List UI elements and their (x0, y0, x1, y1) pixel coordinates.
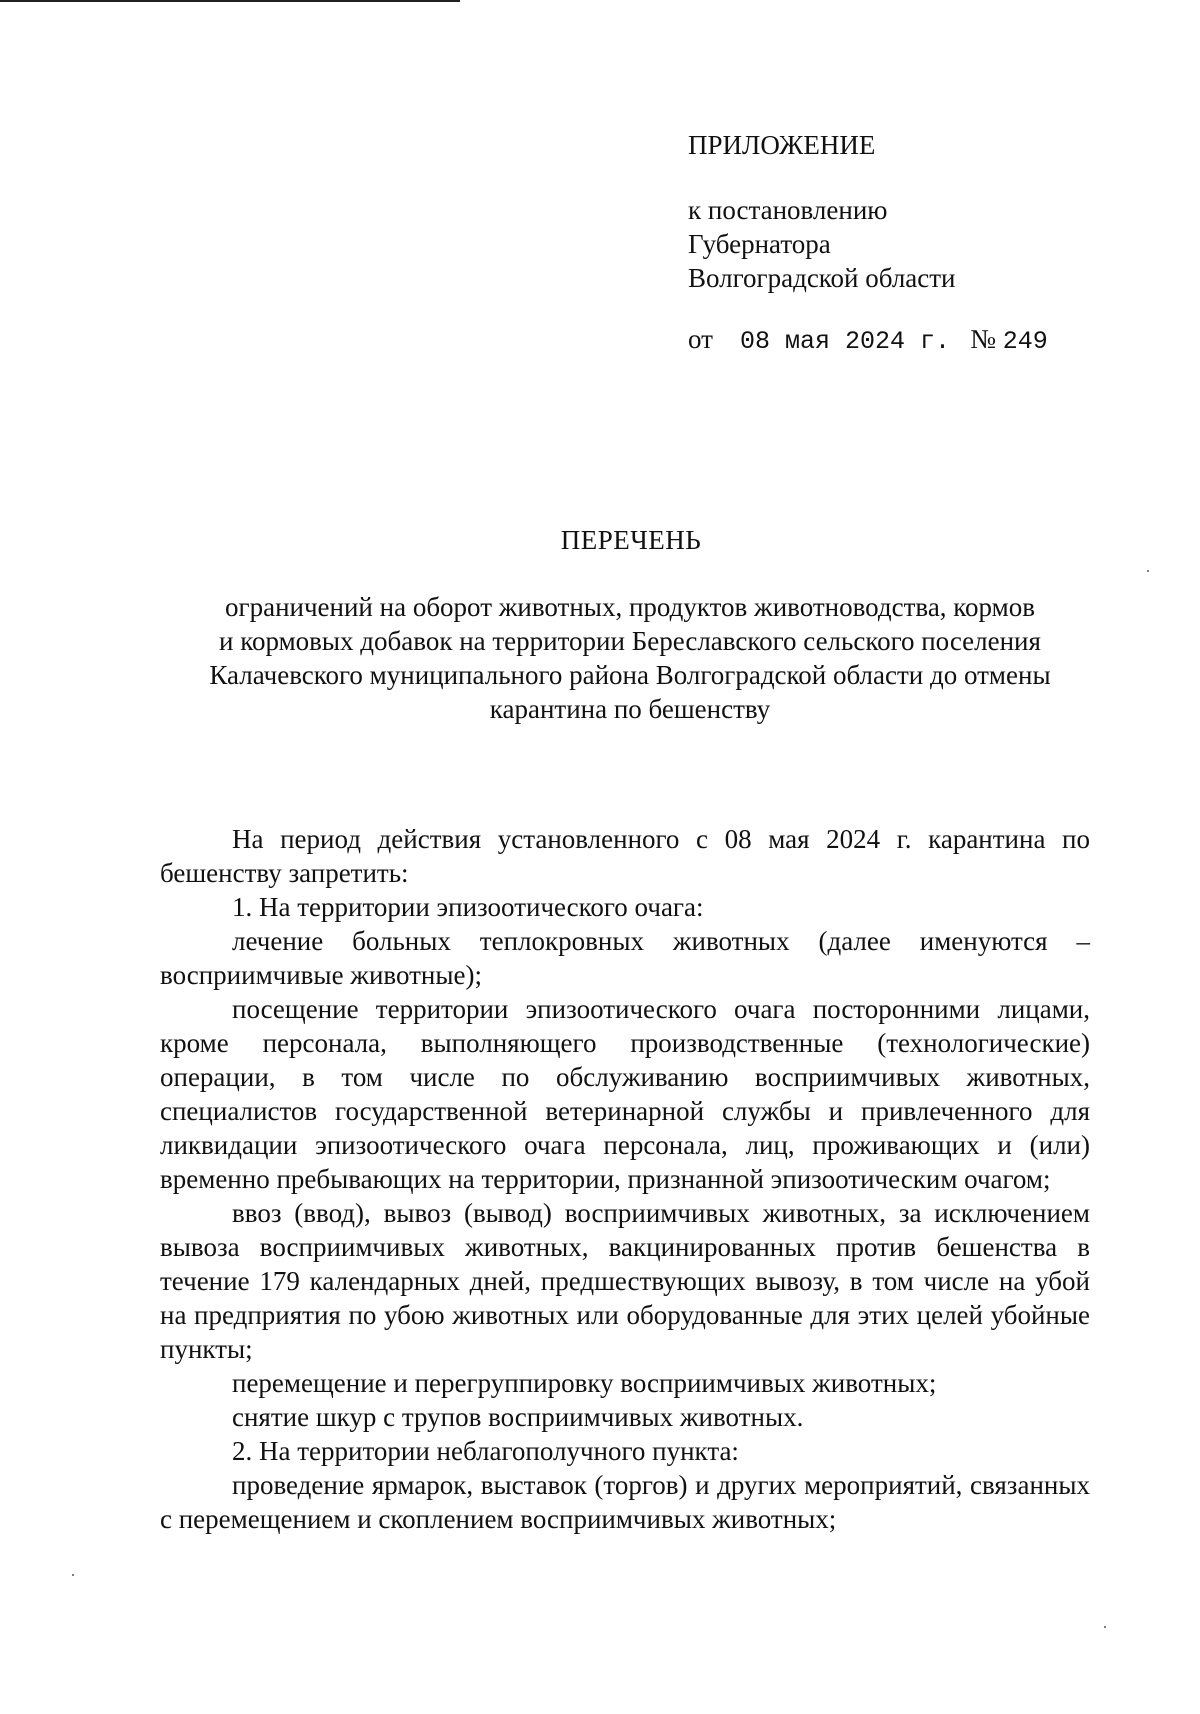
subtitle-line: ограничений на оборот животных, продуктов животноводства, кормов (225, 592, 1035, 622)
appendix-title: ПРИЛОЖЕНИЕ (688, 130, 876, 160)
document-subtitle (160, 590, 1100, 726)
resolution-date: 08 мая 2024 г. (739, 327, 950, 356)
paragraph: 1. На территории эпизоотического очага: (232, 892, 704, 922)
appendix-to-line: Волгоградской области (688, 263, 956, 293)
paragraph: 2. На территории неблагополучного пункта: (232, 1436, 739, 1466)
paragraph: снятие шкур с трупов восприимчивых животных. (232, 1402, 804, 1432)
paragraph: ввоз (ввод), вывоз (вывод) восприимчивых животных, за исключением вывоза восприимчивых животных, вакцинированных против бешенства в течение 179 календарных дней, предшествующих вывозу, в том числе на убой на предприятия по убою животных или оборудованные для этих целей убойные пункты; (160, 1198, 1090, 1364)
subtitle-line: Калачевского муниципального района Волгоградской области до отмены (209, 660, 1051, 690)
resolution-number: 249 (1002, 327, 1048, 356)
number-label: № (970, 324, 997, 354)
subtitle-line: карантина по бешенству (489, 694, 771, 724)
from-label: от (688, 324, 713, 354)
subtitle-line: и кормовых добавок на территории Береславского сельского поселения (219, 626, 1041, 656)
paragraph: проведение ярмарок, выставок (торгов) и других мероприятий, связанных с перемещением и скоплением восприимчивых животных; (160, 1470, 1090, 1534)
document-title: ПЕРЕЧЕНЬ (560, 525, 702, 555)
scan-speck (1147, 570, 1149, 572)
appendix-to-line: к постановлению (688, 195, 888, 225)
resolution-reference (688, 322, 1048, 359)
appendix-to-line: Губернатора (688, 229, 831, 259)
document-body (160, 822, 1090, 1536)
scan-speck (1104, 1626, 1106, 1628)
paragraph: На период действия установленного с 08 мая 2024 г. карантина по бешенству запретить: (160, 824, 1090, 888)
scan-edge-line (0, 0, 460, 2)
paragraph: перемещение и перегруппировку восприимчивых животных; (232, 1368, 937, 1398)
appendix-header (688, 128, 1048, 359)
scan-speck (72, 1574, 74, 1576)
paragraph: лечение больных теплокровных животных (далее именуются – восприимчивые животные); (160, 926, 1090, 990)
paragraph: посещение территории эпизоотического очага посторонними лицами, кроме персонала, выполняющего производственные (технологические) операции, в том числе по обслуживанию восприимчивых животных, специалистов государственной ветеринарной службы и привлеченного для ликвидации эпизоотического очага персонала, лиц, проживающих и (или) временно пребывающих на территории, признанной эпизоотическим очагом; (160, 994, 1090, 1194)
